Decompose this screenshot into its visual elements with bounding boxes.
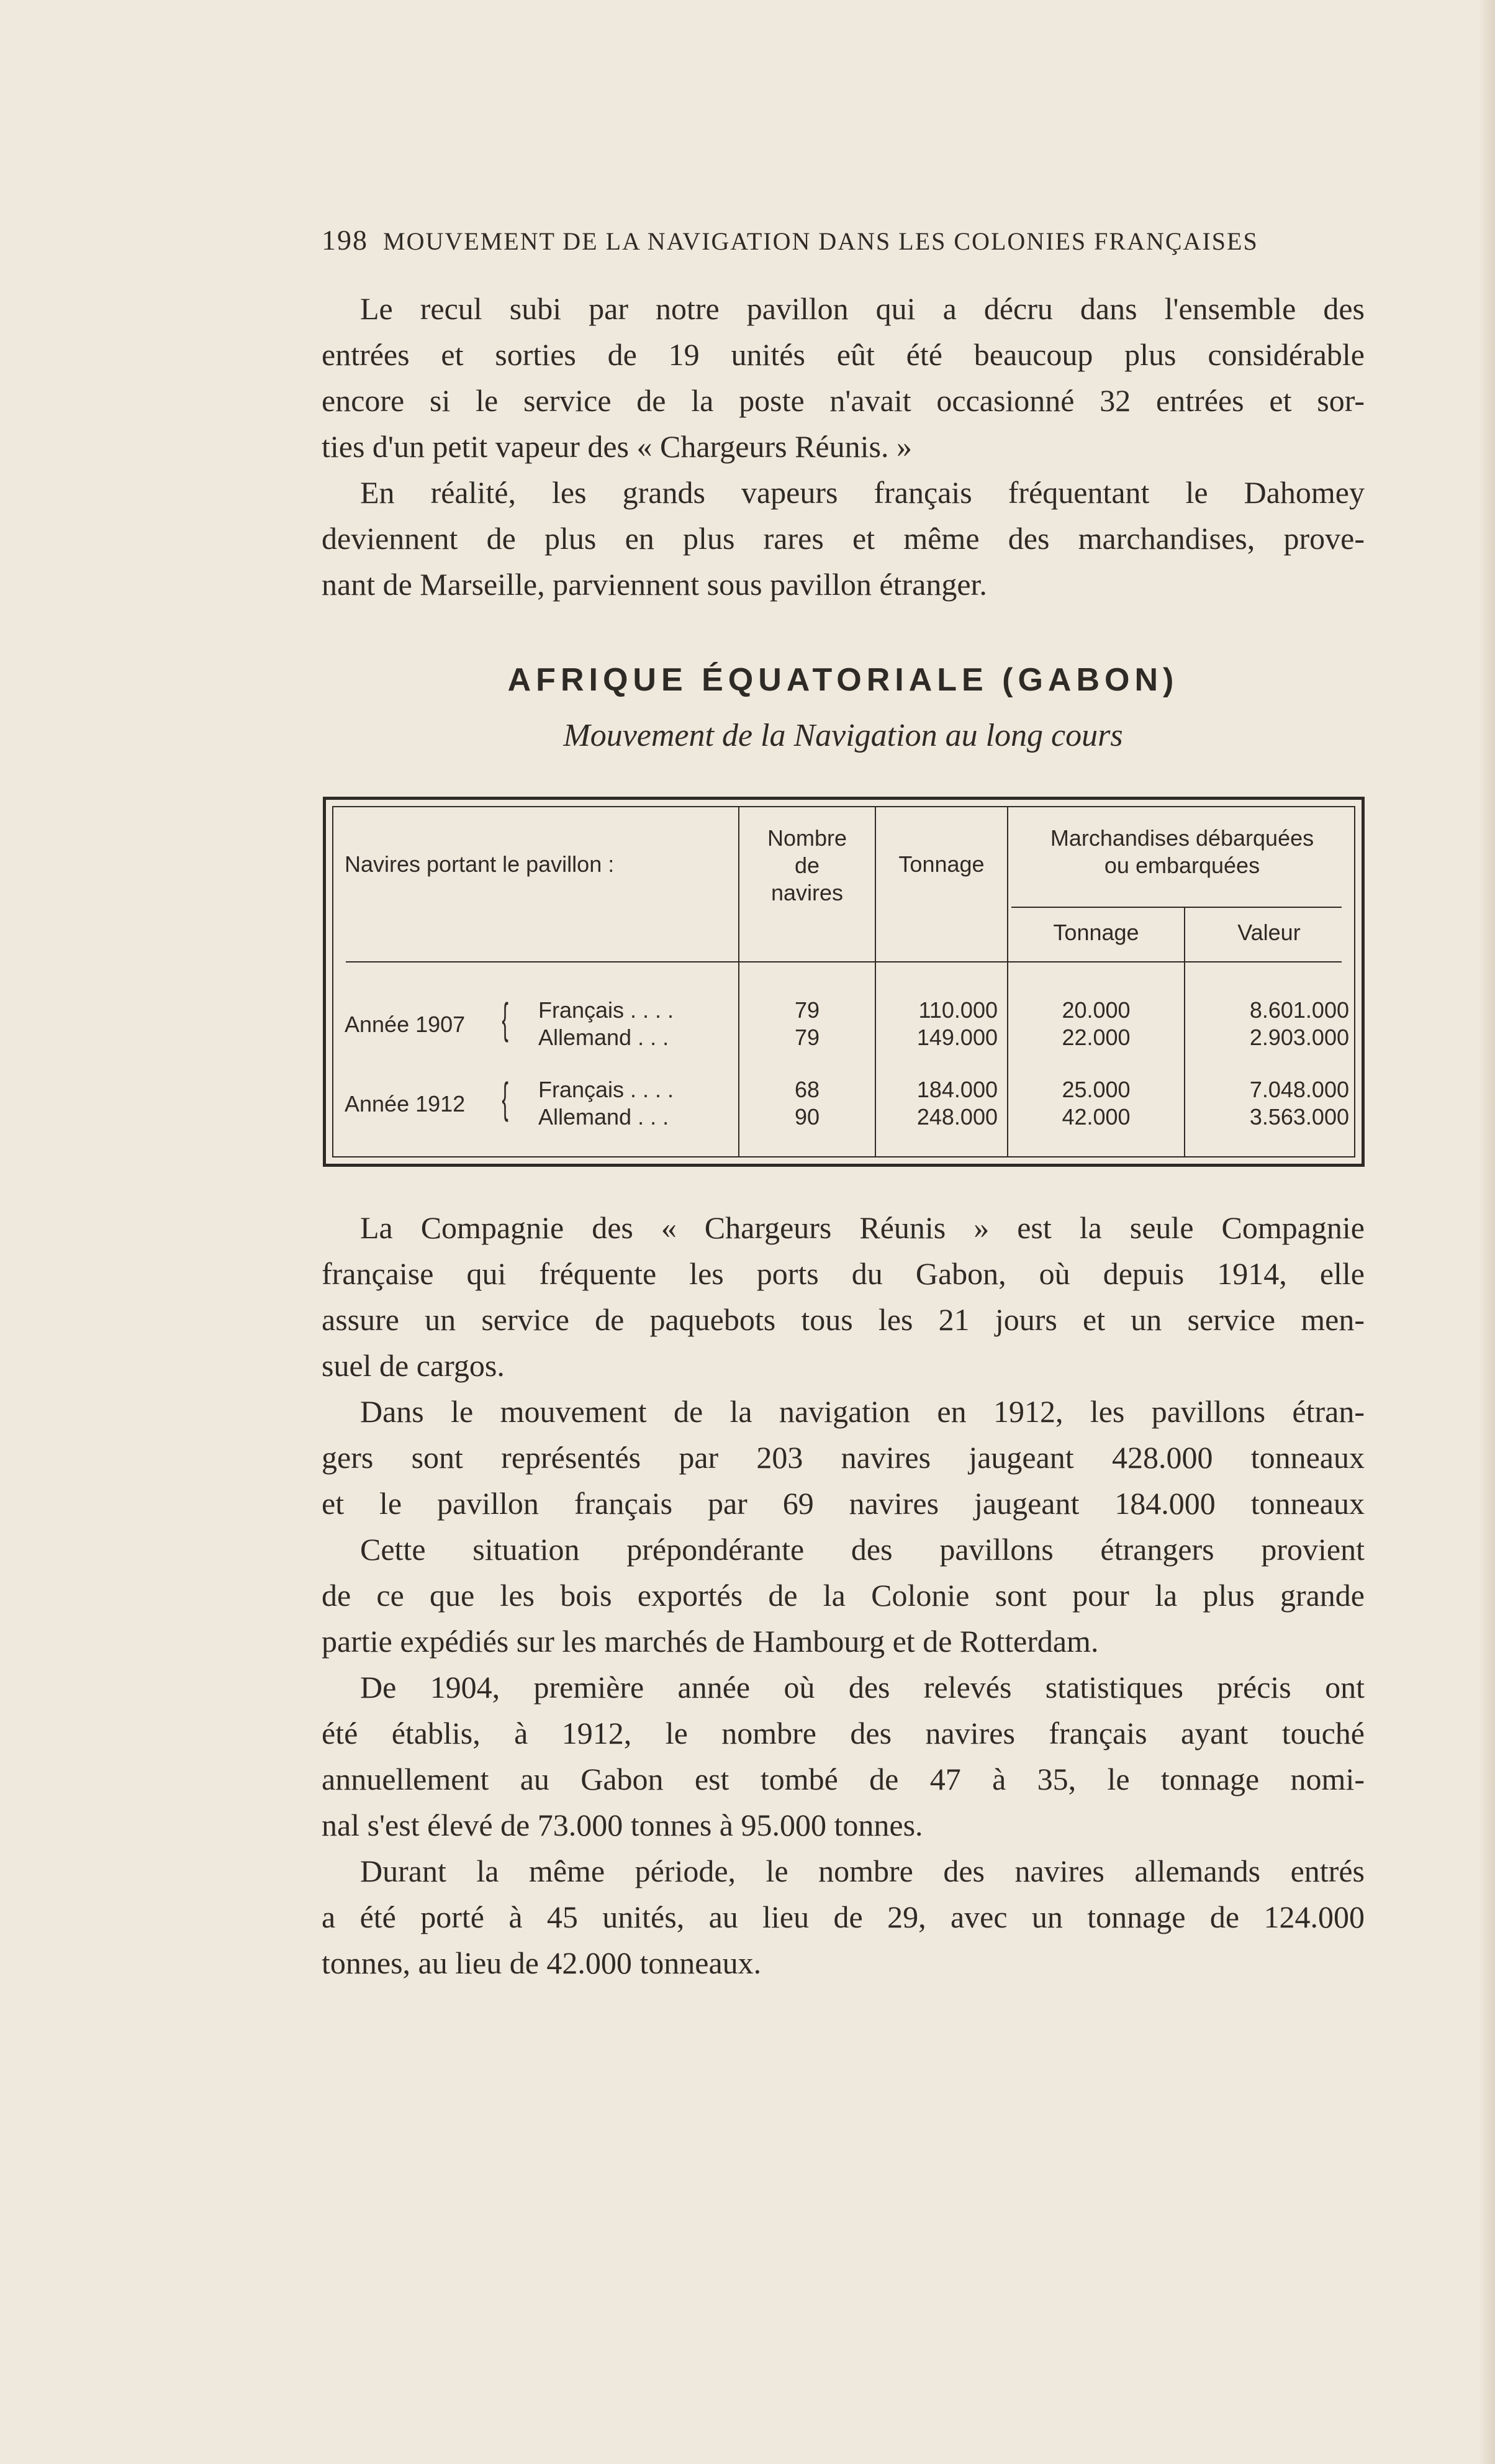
text-line: Le recul subi par notre pavillon qui a décru dans l'ensemble des (360, 291, 1365, 326)
row-nombre: 79 (794, 1025, 820, 1050)
text-line: suel de cargos. (322, 1348, 505, 1383)
row-nombre: 79 (794, 997, 820, 1023)
text-line: assure un service de paquebots tous les 21 jours et un service men- (322, 1302, 1365, 1337)
row-m-valeur: 3.563.000 (1249, 1104, 1349, 1130)
row-m-tonnage: 20.000 (1062, 997, 1131, 1023)
row-pavillon: Allemand . . . (538, 1104, 669, 1130)
header-nombre-line: Nombre (767, 825, 847, 851)
subheader-rule (1011, 907, 1342, 908)
row-m-tonnage: 42.000 (1062, 1104, 1131, 1130)
text-line: nant de Marseille, parviennent sous pavillon étranger. (322, 567, 987, 602)
row-tonnage: 149.000 (916, 1025, 998, 1050)
intro-text (322, 286, 1365, 607)
header-nombre (739, 825, 875, 907)
text-line: ties d'un petit vapeur des « Chargeurs Réunis. » (322, 429, 912, 464)
text-line: Durant la même période, le nombre des navires allemands entrés (360, 1854, 1365, 1888)
header-marchandises-line: ou embarquées (1104, 853, 1260, 878)
body-text (322, 1205, 1365, 1986)
text-line: a été porté à 45 unités, au lieu de 29, avec un tonnage de 124.000 (322, 1900, 1365, 1934)
header-nombre-line: de (794, 853, 820, 878)
navigation-table (323, 797, 1365, 1167)
text-line: entrées et sorties de 19 unités eût été beaucoup plus considérable (322, 337, 1365, 372)
text-line: deviennent de plus en plus rares et même des marchandises, prove- (322, 521, 1365, 556)
text-line: De 1904, première année où des relevés statistiques précis ont (360, 1670, 1365, 1705)
text-line: de ce que les bois exportés de la Colonie sont pour la plus grande (322, 1578, 1365, 1613)
brace-glyph: { (502, 1074, 508, 1122)
row-nombre: 68 (794, 1077, 820, 1102)
row-m-valeur: 2.903.000 (1249, 1025, 1349, 1050)
text-line: gers sont représentés par 203 navires jaugeant 428.000 tonneaux (322, 1440, 1365, 1475)
header-m-valeur: Valeur (1237, 920, 1301, 945)
header-rule (346, 961, 1342, 962)
header-marchandises (1008, 825, 1356, 879)
section-title: AFRIQUE ÉQUATORIALE (GABON) (507, 662, 1179, 698)
text-line: française qui fréquente les ports du Gabon, où depuis 1914, elle (322, 1256, 1365, 1291)
brace-glyph: { (502, 994, 508, 1043)
page-number: 198 (322, 224, 368, 256)
text-line: tonnes, au lieu de 42.000 tonneaux. (322, 1945, 762, 1980)
section-subtitle: Mouvement de la Navigation au long cours (563, 718, 1123, 753)
table-inner-frame (332, 806, 1355, 1157)
text-line: nal s'est élevé de 73.000 tonnes à 95.000 tonnes. (322, 1808, 923, 1842)
row-m-tonnage: 22.000 (1062, 1025, 1131, 1050)
row-pavillon: Français . . . . (538, 1077, 674, 1102)
text-line: été établis, à 1912, le nombre des navires français ayant touché (322, 1716, 1365, 1751)
header-marchandises-line: Marchandises débarquées (1050, 825, 1314, 851)
row-tonnage: 248.000 (916, 1104, 998, 1130)
running-title: MOUVEMENT DE LA NAVIGATION DANS LES COLONIES FRANÇAISES (383, 227, 1258, 255)
text-line: et le pavillon français par 69 navires jaugeant 184.000 tonneaux (322, 1486, 1365, 1521)
text-line: encore si le service de la poste n'avait occasionné 32 entrées et sor- (322, 383, 1365, 418)
header-pavillon: Navires portant le pavillon : (345, 851, 615, 877)
running-header (322, 224, 1365, 256)
text-line: partie expédiés sur les marchés de Hambourg et de Rotterdam. (322, 1624, 1099, 1659)
row-nombre: 90 (794, 1104, 820, 1130)
year-label: Année 1912 (345, 1091, 466, 1116)
text-line: Dans le mouvement de la navigation en 1912, les pavillons étran- (360, 1394, 1365, 1429)
row-m-valeur: 7.048.000 (1249, 1077, 1349, 1102)
row-m-tonnage: 25.000 (1062, 1077, 1131, 1102)
header-nombre-line: navires (770, 880, 844, 905)
row-tonnage: 110.000 (918, 997, 998, 1023)
row-m-valeur: 8.601.000 (1249, 997, 1349, 1023)
row-pavillon: Allemand . . . (538, 1025, 669, 1050)
text-line: En réalité, les grands vapeurs français fréquentant le Dahomey (360, 475, 1365, 510)
text-line: La Compagnie des « Chargeurs Réunis » est la seule Compagnie (360, 1210, 1365, 1245)
year-label: Année 1907 (345, 1012, 466, 1037)
header-tonnage: Tonnage (898, 851, 985, 877)
row-tonnage: 184.000 (916, 1077, 998, 1102)
text-line: annuellement au Gabon est tombé de 47 à 35, le tonnage nomi- (322, 1762, 1365, 1796)
text-line: Cette situation prépondérante des pavillons étrangers provient (360, 1532, 1365, 1567)
row-pavillon: Français . . . . (538, 997, 674, 1023)
header-m-tonnage: Tonnage (1053, 920, 1139, 945)
page-edge-shadow (1479, 0, 1495, 2464)
